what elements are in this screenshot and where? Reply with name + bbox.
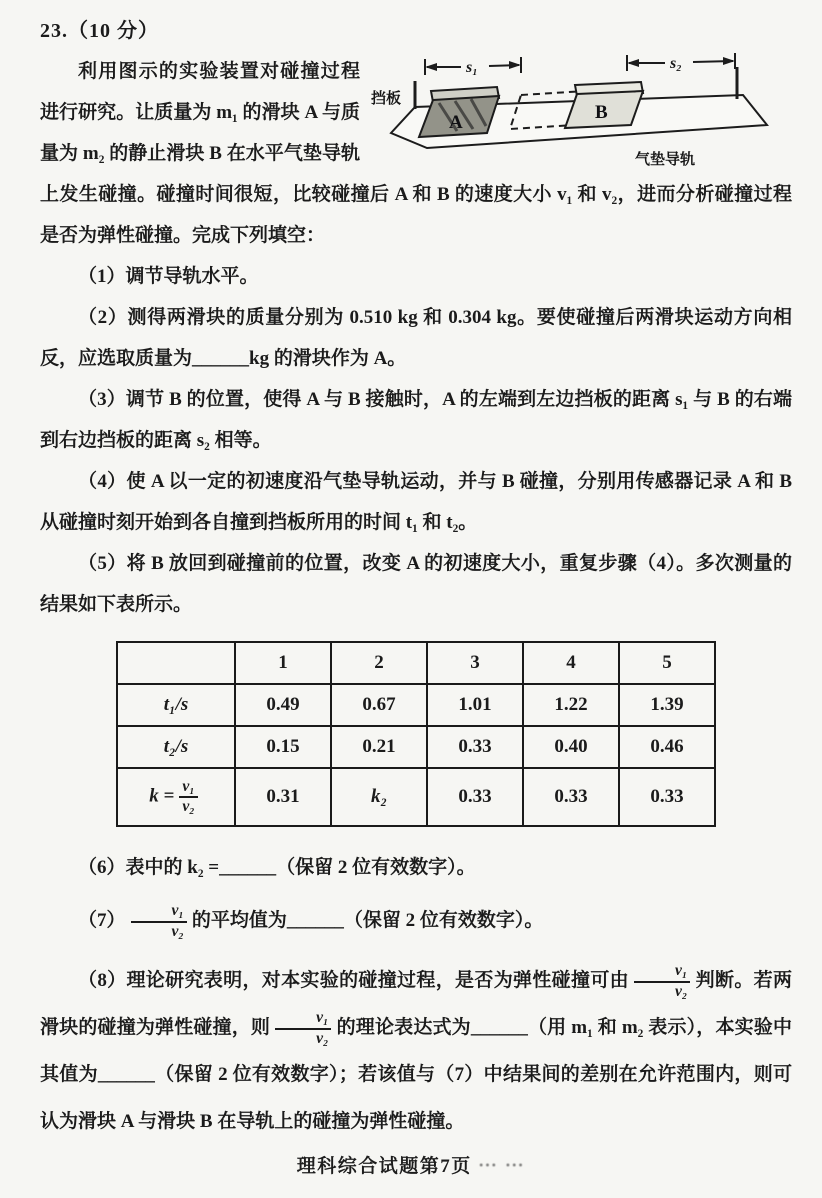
block-a [419, 87, 499, 137]
intro-text: 利用图示的实验装置对碰撞过程进行研究。让质量为 m₁ 的滑块 A 与质量为 m₂ 的静止滑块 B 在水平气垫导轨上发生碰撞。碰撞时间很短，比较碰撞后 A 和 B 的速度大小 v₁ 和 v₂，进而分析碰撞过程是否为弹性碰撞。完成下列填空： [40, 61, 792, 246]
q7-prefix: （7） [78, 910, 126, 931]
footer-text: 理科综合试题第7页 [296, 1156, 472, 1177]
table-cell: 0.31 [235, 768, 331, 826]
footer-smudged-text: ⋯ ⋯ [471, 1156, 526, 1177]
table-row-k [117, 768, 715, 826]
table-header-row [117, 642, 715, 684]
q7-suffix: 的平均值为______（保留 2 位有效数字）。 [191, 910, 544, 931]
q7-fraction: $\frac{\text{v₁}}{\text{v₂}}$ [131, 903, 187, 940]
table-cell: 0.33 [619, 768, 715, 826]
table-cell: 1.39 [619, 684, 715, 726]
step-5: （5）将 B 放回到碰撞前的位置，改变 A 的初速度大小，重复步骤（4）。多次测量的结果如下表所示。 [40, 553, 792, 615]
question-6: （6）表中的 k₂ =______（保留 2 位有效数字）。 [78, 857, 476, 878]
row-label-t1: t₁/s [117, 684, 235, 726]
q8-part2: 判断。若两滑块的碰撞为弹性碰撞，则 [40, 970, 792, 1038]
step-3: （3）调节 B 的位置，使得 A 与 B 接触时，A 的左端到左边挡板的距离 s₁ 与 B 的右端到右边挡板的距离 s₂ 相等。 [40, 389, 792, 451]
row-label-k [117, 768, 235, 826]
table-cell: k₂ [331, 768, 427, 826]
s2-label: s₂ [670, 55, 682, 72]
table-cell: 0.33 [523, 768, 619, 826]
table-cell: 0.46 [619, 726, 715, 768]
table-cell: 1.01 [427, 684, 523, 726]
table-header-cell: 3 [427, 642, 523, 684]
measurement-table [116, 641, 716, 827]
step-2: （2）测得两滑块的质量分别为 0.510 kg 和 0.304 kg。要使碰撞后两滑块运动方向相反，应选取质量为______kg 的滑块作为 A。 [40, 307, 792, 369]
k-equals: k = [149, 785, 175, 807]
table-header-cell: 5 [619, 642, 715, 684]
question-8 [40, 957, 792, 1145]
intro-paragraph [40, 51, 792, 256]
table-cell: 0.40 [523, 726, 619, 768]
block-a-label: A [449, 112, 463, 133]
k-fraction: $\frac{\text{v₁}}{\text{v₂}}$ [179, 779, 197, 816]
question-7 [40, 900, 792, 941]
table-header-cell [117, 642, 235, 684]
table-row-t1 [117, 684, 715, 726]
table-row-t2 [117, 726, 715, 768]
table-cell: 0.33 [427, 768, 523, 826]
table-cell: 0.15 [235, 726, 331, 768]
q8-part3: 的理论表达式为______（用 m₁ 和 m₂ 表示），本实验中其值为______（保留 2 位有效数字）；若该值与（7）中结果间的差别在允许范围内，则可认为滑块 A 与滑块 B 在导轨上的碰撞为弹性碰撞。 [40, 1017, 792, 1132]
block-b [565, 82, 643, 128]
table-header-cell: 2 [331, 642, 427, 684]
step-1: （1）调节导轨水平。 [78, 266, 259, 287]
table-cell: 0.33 [427, 726, 523, 768]
step-4: （4）使 A 以一定的初速度沿气垫导轨运动，并与 B 碰撞，分别用传感器记录 A 和 B 从碰撞时刻开始到各自撞到挡板所用的时间 t₁ 和 t₂。 [40, 471, 792, 533]
baffle-label: 挡板 [371, 91, 402, 107]
page-footer [0, 1151, 822, 1178]
table-cell: 0.21 [331, 726, 427, 768]
table-header-cell: 4 [523, 642, 619, 684]
air-track-diagram [368, 51, 792, 169]
q8-fraction-2: $\frac{\text{v₁}}{\text{v₂}}$ [275, 1010, 331, 1047]
track-label: 气垫导轨 [635, 152, 696, 168]
row-label-t2: t₂/s [117, 726, 235, 768]
table-cell: 1.22 [523, 684, 619, 726]
block-b-label: B [595, 102, 608, 123]
q8-part1: （8）理论研究表明，对本实验的碰撞过程，是否为弹性碰撞可由 [78, 970, 629, 991]
apparatus-diagram [368, 51, 792, 169]
q8-fraction-1: $\frac{\text{v₁}}{\text{v₂}}$ [634, 963, 690, 1000]
s1-label: s₁ [466, 59, 478, 76]
table-cell: 0.49 [235, 684, 331, 726]
table-header-cell: 1 [235, 642, 331, 684]
table-cell: 0.67 [331, 684, 427, 726]
question-number: 23.（10 分） [40, 20, 159, 42]
